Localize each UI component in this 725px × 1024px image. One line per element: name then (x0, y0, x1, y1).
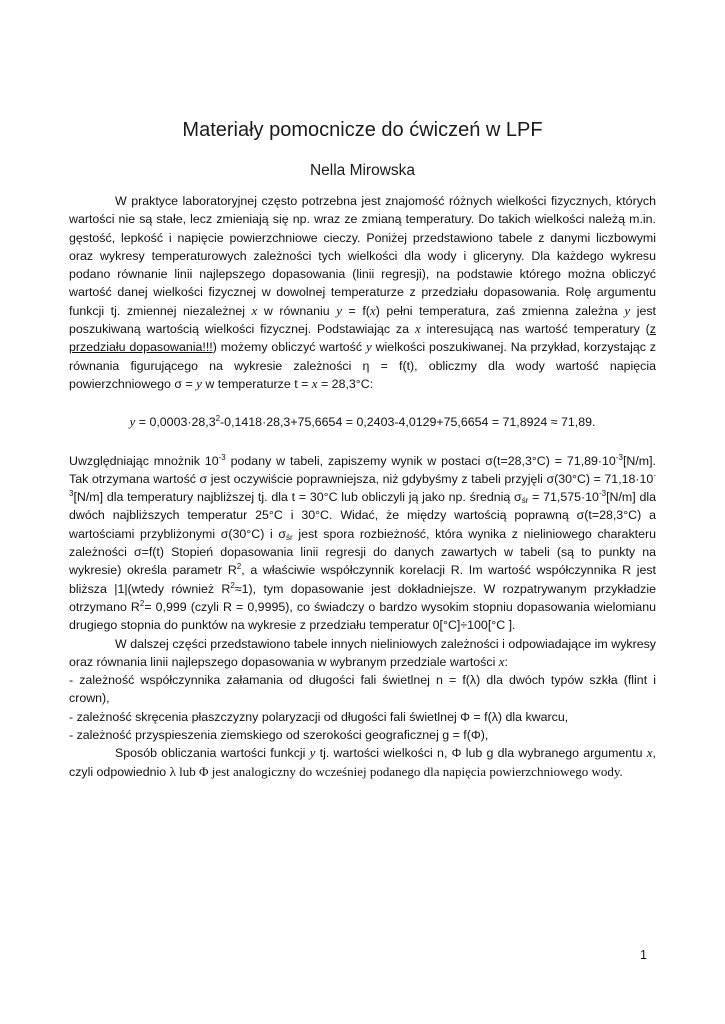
document-title: Materiały pomocnicze do ćwiczeń w LPF (182, 119, 543, 141)
paragraph-intro: W praktyce laboratoryjnej często potrzebna jest znajomość różnych wielkości fizycznych, których wartości nie są stałe, lecz zmieniają się np. wraz ze zmianą temperatury. Do takich wielkości należą m.in. gęstość, lepkość i napięcie powierzchniowe cieczy. Poniżej przedstawiono tabele z danymi liczbowymi oraz wykresy temperaturowych zależności tych wielkości dla wody i gliceryny. Dla każdego wykresu podano równanie linii najlepszego dopasowania (linii regresji), na podstawie którego można obliczyć wartość danej wielkości fizycznej w dowolnej temperaturze z przedziału dopasowania. Rolę argumentu funkcji tj. zmiennej niezależnej x w równaniu y = f(x) pełni temperatura, zaś zmienna zależna y jest poszukiwaną wartością wielkości fizycznej. Podstawiając za x interesującą nas wartość temperatury (z przedziału dopasowania!!!) możemy obliczyć wartość y wielkości poszukiwanej. Na przykład, korzystając z równania figurującego na wykresie zależności η = f(t), obliczmy dla wody wartość napięcia powierzchniowego σ = y w temperaturze t = x = 28,3°C: (69, 194, 656, 391)
author-name: Nella Mirowska (309, 162, 416, 179)
paragraph-further: W dalszej części przedstawiono tabele innych nieliniowych zależności i odpowiadające im wykresy oraz równania linii najlepszego dopasowania w wybranym przedziale wartości x: (69, 636, 656, 669)
paragraph-result: Uwzględniając mnożnik $10^{-3}$ podany w tabeli, zapiszemy wynik w postaci $\sigma(t=28,3^\circ C) = 71,89\cdot 10^{-3}[N/m]$. Tak otrzymana wartość σ jest oczywiście poprawniejsza, niż gdybyśmy z tabeli przyjęli $\sigma(30^\circ C) = 71,18\cdot 10^{-3}[N/m]$ dla temperatury najbliższej tj. dla t = 30°C lub obliczyli ją jako np. średnią $\sigma_{śr} = 71,575\cdot 10^{-3}[N/m]$ dla dwóch najbliższych temperatur 25°C i 30°C. Widać, że między wartością poprawną σ(t=28,3°C) a wartościami przybliżonymi σ(30°C) i $\sigma_{śr}$ jest spora rozbieżność, która wynika z nieliniowego charakteru zależności σ=f(t) Stopień dopasowania linii regresji do danych zawartych w tabeli (są to punkty na wykresie) określa parametr $R^2$, a właściwie współczynnik korelacji R. Im wartość współczynnika R jest bliższa |1|(wtedy również $R^2\approx 1$), tym dopasowanie jest dokładniejsze. W rozpatrywanym przykładzie otrzymano $R^2= 0,999$ (czyli R = 0,9995), co świadczy o bardzo wysokim stopniu dopasowania wielomianu drugiego stopnia do punktów na wykresie z przedziału temperatur 0[°C]÷100[°C ]. (69, 452, 657, 633)
list-item: - zależność skręcenia płaszczyzny polaryzacji od długości fali świetlnej Φ = f(λ) dla kwarcu, (69, 709, 569, 724)
underlined-note: z przedziału dopasowania!!! (69, 322, 656, 355)
list-item: - zależność przyspieszenia ziemskiego od szerokości geograficznej g = f(Φ), (69, 728, 489, 743)
list-item: - zależność współczynnika załamania od długości fali świetlnej n = f(λ) dla dwóch typów szkła (flint i crown), (69, 673, 656, 706)
example-equation: $y = 0,0003\cdot 28,3^2-0,1418\cdot 28,3+75,6654 = 0,2403-4,0129+75,6654 = 71,8924 \approx 71,89$. (129, 414, 596, 430)
document-body (69, 192, 656, 781)
page-number: 1 (640, 948, 647, 962)
paragraph-method: Sposób obliczania wartości funkcji y tj. wartości wielkości n, Φ lub g dla wybranego argumentu x, czyli odpowiednio λ lub Φ jest analogiczny do wcześniej podanego dla napięcia powierzchniowego wody. (69, 745, 656, 779)
